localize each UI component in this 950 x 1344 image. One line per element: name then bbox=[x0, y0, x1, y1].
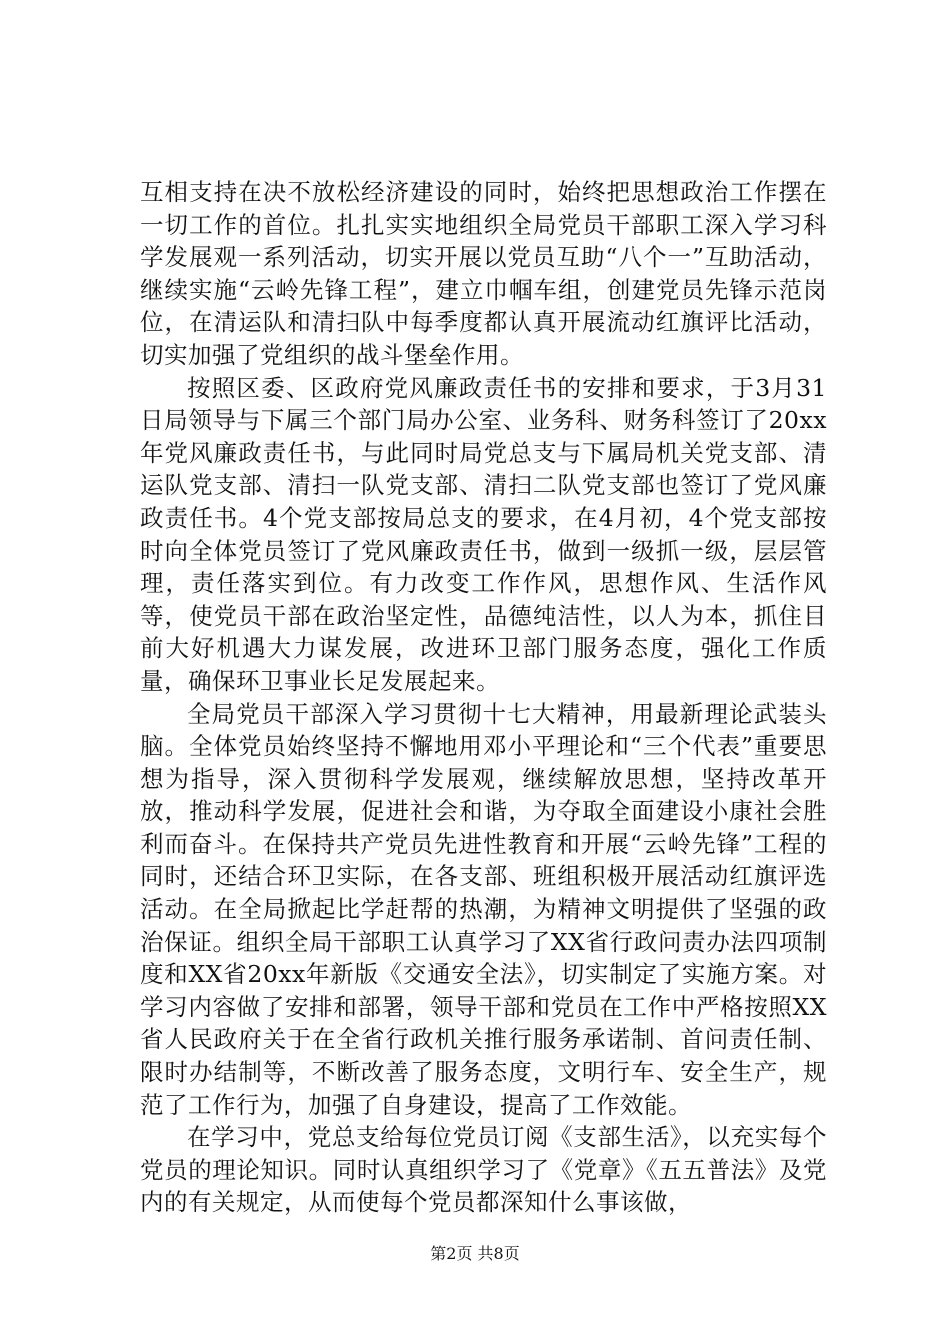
paragraph-study: 全局党员干部深入学习贯彻十七大精神，用最新理论武装头脑。全体党员始终坚持不懈地用邓小平理论和“三个代表”重要思想为指导，深入贯彻科学发展观，继续解放思想，坚持改革开放，推动科学发展，促进社会和谐，为夺取全面建设小康社会胜利而奋斗。在保持共产党员先进性教育和开展“云岭先锋”工程的同时，还结合环卫实际，在各支部、班组积极开展活动红旗评选活动。在全局掀起比学赶帮的热潮，为精神文明提供了坚强的政治保证。组织全局干部职工认真学习了XX省行政问责办法四项制度和XX省20xx年新版《交通安全法》，切实制定了实施方案。对学习内容做了安排和部署，领导干部和党员在工作中严格按照XX省人民政府关于在全省行政机关推行服务承诺制、首问责任制、限时办结制等，不断改善了服务态度，文明行车、安全生产，规范了工作行为，加强了自身建设，提高了工作效能。 bbox=[140, 699, 827, 1119]
page-footer: 第2页 共8页 bbox=[430, 1244, 520, 1263]
paragraph-continuation: 互相支持在决不放松经济建设的同时，始终把思想政治工作摆在一切工作的首位。扎扎实实地组织全局党员干部职工深入学习科学发展观一系列活动，切实开展以党员互助“八个一”互助活动，继续实施“云岭先锋工程”，建立巾帼车组，创建党员先锋示范岗位，在清运队和清扫队中每季度都认真开展流动红旗评比活动，切实加强了党组织的战斗堡垒作用。 bbox=[140, 178, 827, 369]
paragraph-learning: 在学习中，党总支给每位党员订阅《支部生活》，以充实每个党员的理论知识。同时认真组织学习了《党章》《五五普法》及党内的有关规定，从而使每个党员都深知什么事该做， bbox=[140, 1123, 827, 1217]
paragraph-responsibility: 按照区委、区政府党风廉政责任书的安排和要求，于3月31日局领导与下属三个部门局办公室、业务科、财务科签订了20xx年党风廉政责任书，与此同时局党总支与下属局机关党支部、清运队党支部、清扫一队党支部、清扫二队党支部也签订了党风廉政责任书。4个党支部按局总支的要求，在4月初，4个党支部按时向全体党员签订了党风廉政责任书，做到一级抓一级，层层管理，责任落实到位。有力改变工作作风，思想作风、生活作风等，使党员干部在政治坚定性，品德纯洁性，以人为本，抓住目前大好机遇大力谋发展，改进环卫部门服务态度，强化工作质量，确保环卫事业长足发展起来。 bbox=[140, 373, 827, 695]
document-body bbox=[140, 176, 827, 1219]
